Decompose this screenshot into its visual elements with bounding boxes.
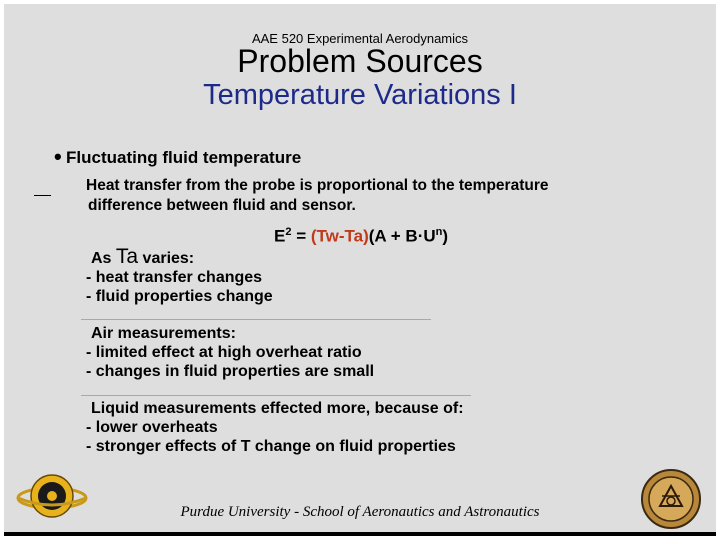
ta-item-1: - heat transfer changes [86,269,263,286]
air-item-2: - changes in fluid properties are small [86,363,375,380]
equation-lhs-exponent: 2 [285,226,292,238]
equation-velocity-exponent: n [435,226,443,238]
slide-subtitle: Temperature Variations I [203,79,517,111]
slide-title: Problem Sources [237,43,483,79]
liquid-block [86,399,464,456]
ta-varies-heading [91,247,273,268]
ta-symbol: Ta [115,245,139,268]
purdue-seal-icon [640,468,702,535]
aeronautics-logo-icon [16,466,88,533]
sub-bullet [88,176,668,216]
ta-varies-block [86,247,273,306]
equation-close: ) [442,226,449,246]
sub-bullet-dash [34,195,51,196]
main-bullet [54,144,302,169]
course-name: AAE 520 Experimental Aerodynamics [251,31,469,46]
equation-lhs: E [274,226,286,246]
liquid-item-2: - stronger effects of T change on fluid properties [86,438,456,455]
bottom-border [4,532,716,536]
footer-text: Purdue University - School of Aeronautics and Astronautics [180,504,540,520]
equation-velocity-term: (A + B·U [368,226,436,246]
ta-item-2: - fluid properties change [86,288,273,305]
sub-bullet-line-1: Heat transfer from the probe is proportional to the temperature [86,177,549,194]
equation-equals: = [291,226,311,246]
air-block [86,324,374,381]
sub-bullet-line-2: difference between fluid and sensor. [88,197,356,214]
divider-1 [81,319,431,320]
bullet-dot-icon: • [54,144,62,169]
hot-wire-equation [274,226,448,247]
main-bullet-text: Fluctuating fluid temperature [66,148,302,167]
slide [4,4,716,536]
divider-2 [81,395,471,396]
equation-temperature-difference: (Tw-Ta) [310,226,369,246]
liquid-item-1: - lower overheats [86,419,218,436]
air-heading: Air measurements: [91,325,236,342]
ta-suffix: varies: [138,250,195,267]
liquid-heading: Liquid measurements effected more, because of: [91,400,464,417]
ta-prefix: As [91,250,116,267]
air-item-1: - limited effect at high overheat ratio [86,344,362,361]
